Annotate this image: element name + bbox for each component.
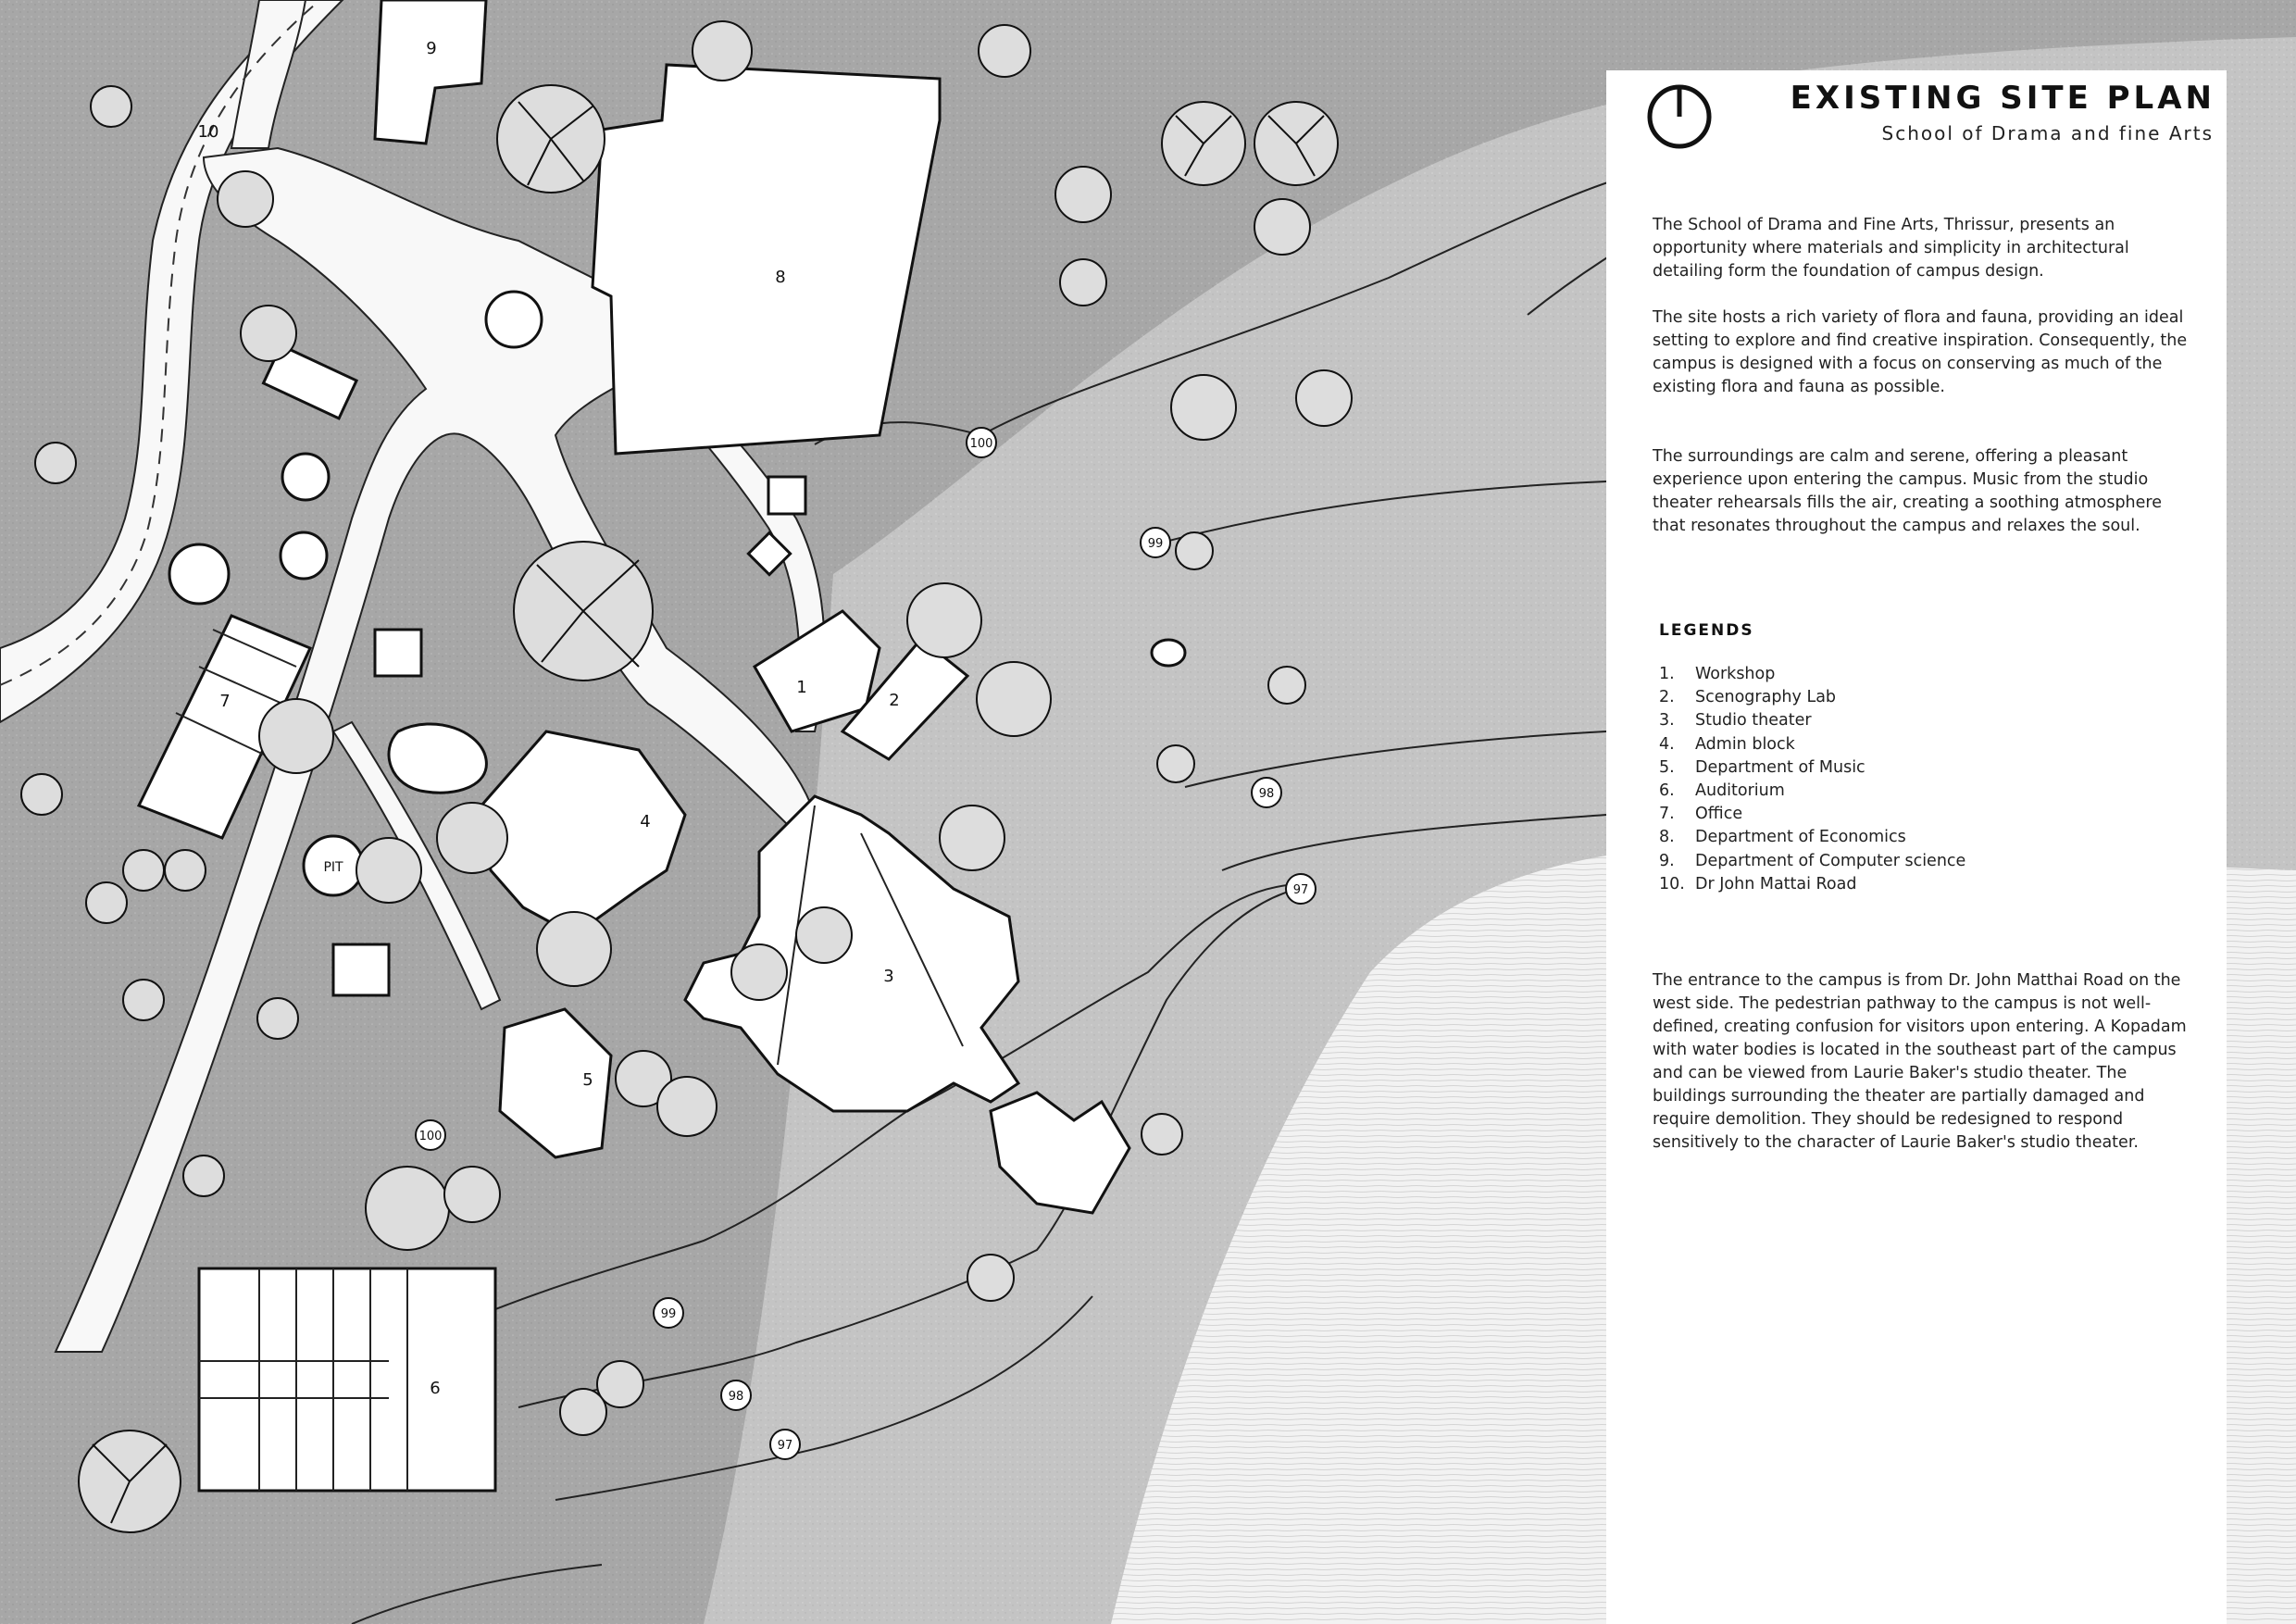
contour-marker-97-east: 97 [1292,883,1309,897]
info-panel [1606,70,2227,1624]
label-7: 7 [219,692,231,711]
page-title: EXISTING SITE PLAN [1790,80,2215,117]
page-subtitle: School of Drama and fine Arts [1881,122,2214,144]
legend-item: 4. Admin block [1659,734,1795,754]
legend-item: 1. Workshop [1659,665,1776,683]
contour-marker-99-east: 99 [1147,537,1164,551]
label-pit: PIT [323,860,343,875]
label-8: 8 [775,268,786,287]
shed-4 [768,477,805,514]
label-1: 1 [796,678,807,697]
label-3: 3 [883,967,894,986]
contour-marker-98-east: 98 [1258,787,1275,801]
legend-item: 6. Auditorium [1659,781,1785,801]
legend-title: LEGENDS [1659,621,1754,640]
contour-marker-97-south: 97 [777,1439,793,1453]
legend-item: 10. Dr John Mattai Road [1659,874,1857,893]
legend-list [1659,663,1965,896]
legend-item: 2. Scenography Lab [1659,688,1837,707]
legend-item: 8. Department of Economics [1659,828,1906,847]
legend-item: 3. Studio theater [1659,711,1812,731]
flora-paragraph: The site hosts a rich variety of flora and fauna, providing an ideal setting to explore and find creative inspiration. Consequently, the campus is designed with a focus on conserving as much of the existing flora and fauna as possible. [1653,308,2188,396]
surroundings-paragraph: The surroundings are calm and serene, offering a pleasant experience upon entering the campus. Music from the studio theater rehearsals fills the air, creating a soothing atmosphere that resonates throughout the campus and relaxes the soul. [1653,447,2162,535]
intro-paragraph: The School of Drama and Fine Arts, Thrissur, presents an opportunity where materials and simplicity in architectural detailing form the foundation of campus design. [1653,216,2129,281]
label-10: 10 [197,122,219,142]
label-5: 5 [582,1070,593,1090]
rock [1152,640,1185,666]
legend-item: 5. Department of Music [1659,757,1866,777]
contour-marker-99-south: 99 [660,1307,677,1321]
label-2: 2 [889,691,900,710]
shed-3 [333,944,389,995]
label-9: 9 [426,39,437,58]
contour-marker-100-west: 100 [418,1130,443,1143]
tank-1 [169,544,229,604]
contour-marker-98-south: 98 [728,1390,744,1404]
shed-2 [375,630,421,676]
legend-item: 7. Office [1659,805,1743,824]
tank-4 [486,292,542,347]
tank-3 [281,532,327,579]
legend-item: 9. Department of Computer science [1659,851,1966,870]
entrance-paragraph: The entrance to the campus is from Dr. John Matthai Road on the west side. The pedestrian pathway to the campus is not well-defined, creating confusion for visitors upon entering. A Kopadam with water bodies is located in the southeast part of the campus and can be viewed from Laurie Baker's studio theater. The buildings surrounding the theater are partially damaged and require demolition. They should be redesigned to respond sensitively to the character of Laurie Baker's studio theater. [1653,971,2187,1152]
label-4: 4 [640,812,651,831]
building-6 [199,1268,495,1491]
north-arrow-icon [1646,83,1713,150]
tank-2 [282,454,329,500]
label-6: 6 [430,1379,441,1398]
contour-marker-100-east: 100 [969,437,993,451]
building-8 [593,65,940,454]
